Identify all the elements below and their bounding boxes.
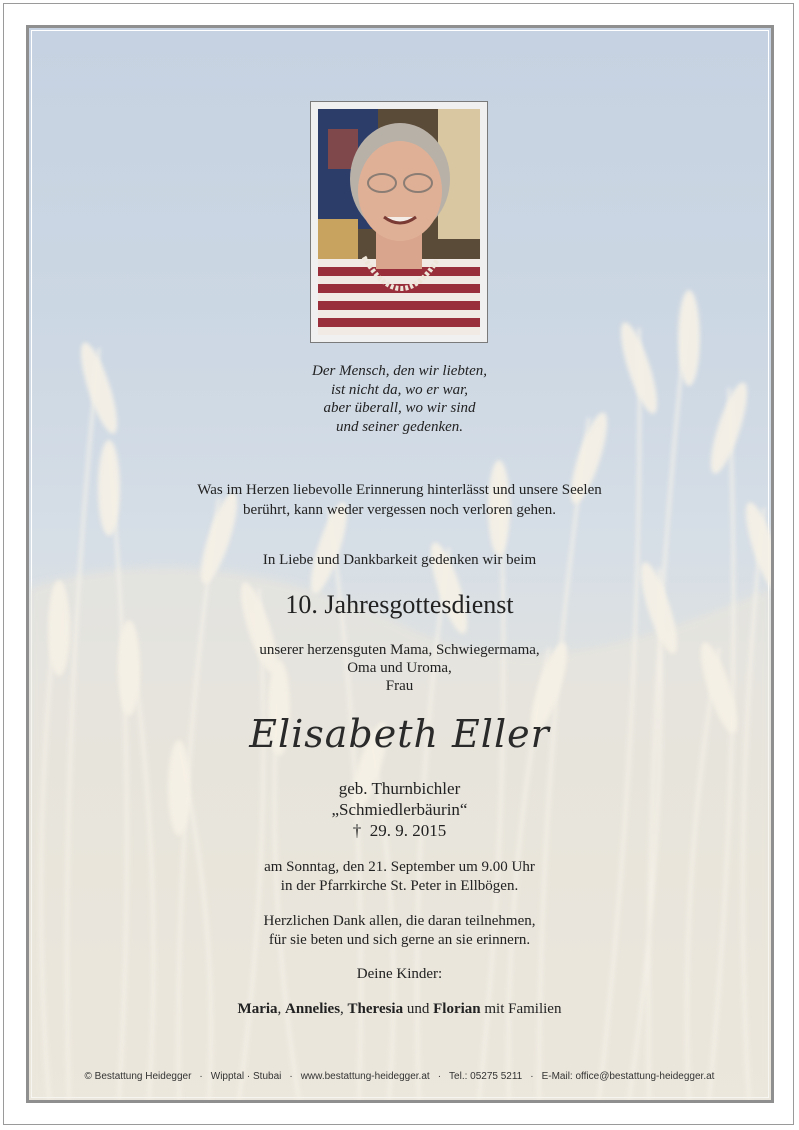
quote-line: Was im Herzen liebevolle Erinnerung hinterlässt und unsere Seelen — [197, 482, 602, 498]
death-date: 29. 9. 2015 — [369, 821, 447, 840]
nickname: „Schmiedlerbäurin“ — [331, 800, 468, 819]
description — [0, 641, 799, 695]
family-separator: und — [403, 1001, 434, 1017]
portrait-photo — [318, 109, 480, 335]
poem-line: Der Mensch, den wir liebten, — [312, 363, 487, 379]
footer — [0, 1071, 799, 1082]
footer-region: Wipptal · Stubai — [210, 1071, 282, 1082]
description-line: Oma und Uroma, — [347, 660, 452, 676]
family-suffix: mit Familien — [480, 1001, 562, 1017]
personal-details — [0, 778, 799, 841]
footer-website-link[interactable]: www.bestattung-heidegger.at — [300, 1071, 430, 1082]
footer-separator: · — [199, 1071, 203, 1082]
family-separator: , — [340, 1001, 348, 1017]
service-details — [0, 858, 799, 896]
footer-separator: · — [437, 1071, 442, 1082]
family-name: Florian — [433, 1001, 481, 1017]
thanks-line: für sie beten und sich gerne an sie erinnern. — [268, 932, 531, 948]
footer-company: © Bestattung Heidegger — [84, 1071, 192, 1082]
family-separator: , — [277, 1001, 286, 1017]
maiden-name: geb. Thurnbichler — [338, 779, 461, 798]
thanks-text — [0, 912, 799, 950]
quote-line: berührt, kann weder vergessen noch verloren gehen. — [243, 502, 556, 518]
headline: 10. Jahresgottesdienst — [285, 590, 514, 619]
family-name: Theresia — [347, 1001, 404, 1017]
poem-line: und seiner gedenken. — [335, 418, 464, 435]
description-line: Frau — [385, 678, 414, 694]
poem — [0, 362, 799, 436]
intro-text: In Liebe und Dankbarkeit gedenken wir beim — [262, 552, 537, 568]
service-line: in der Pfarrkirche St. Peter in Ellbögen. — [280, 878, 519, 894]
deceased-name: Elisabeth Eller — [249, 712, 550, 756]
family-name: Maria — [237, 1001, 278, 1017]
cross-icon: † — [352, 821, 362, 840]
footer-separator: · — [530, 1071, 534, 1082]
footer-email-link[interactable]: E-Mail: office@bestattung-heidegger.at — [541, 1071, 715, 1082]
memorial-quote — [0, 480, 799, 520]
thanks-line: Herzlichen Dank allen, die daran teilnehmen, — [263, 913, 536, 929]
death-line — [0, 820, 799, 841]
poem-line: aber überall, wo wir sind — [323, 400, 476, 416]
footer-separator: · — [289, 1071, 293, 1082]
poem-line: ist nicht da, wo er war, — [330, 381, 469, 398]
family-name: Annelies — [285, 1001, 341, 1017]
portrait-frame — [310, 101, 488, 343]
footer-phone: Tel.: 05275 5211 — [449, 1071, 523, 1082]
description-line: unserer herzensguten Mama, Schwiegermama, — [259, 642, 540, 658]
family-signature — [0, 1001, 799, 1018]
signature-label: Deine Kinder: — [356, 966, 443, 982]
service-line: am Sonntag, den 21. September um 9.00 Uhr — [264, 859, 535, 875]
